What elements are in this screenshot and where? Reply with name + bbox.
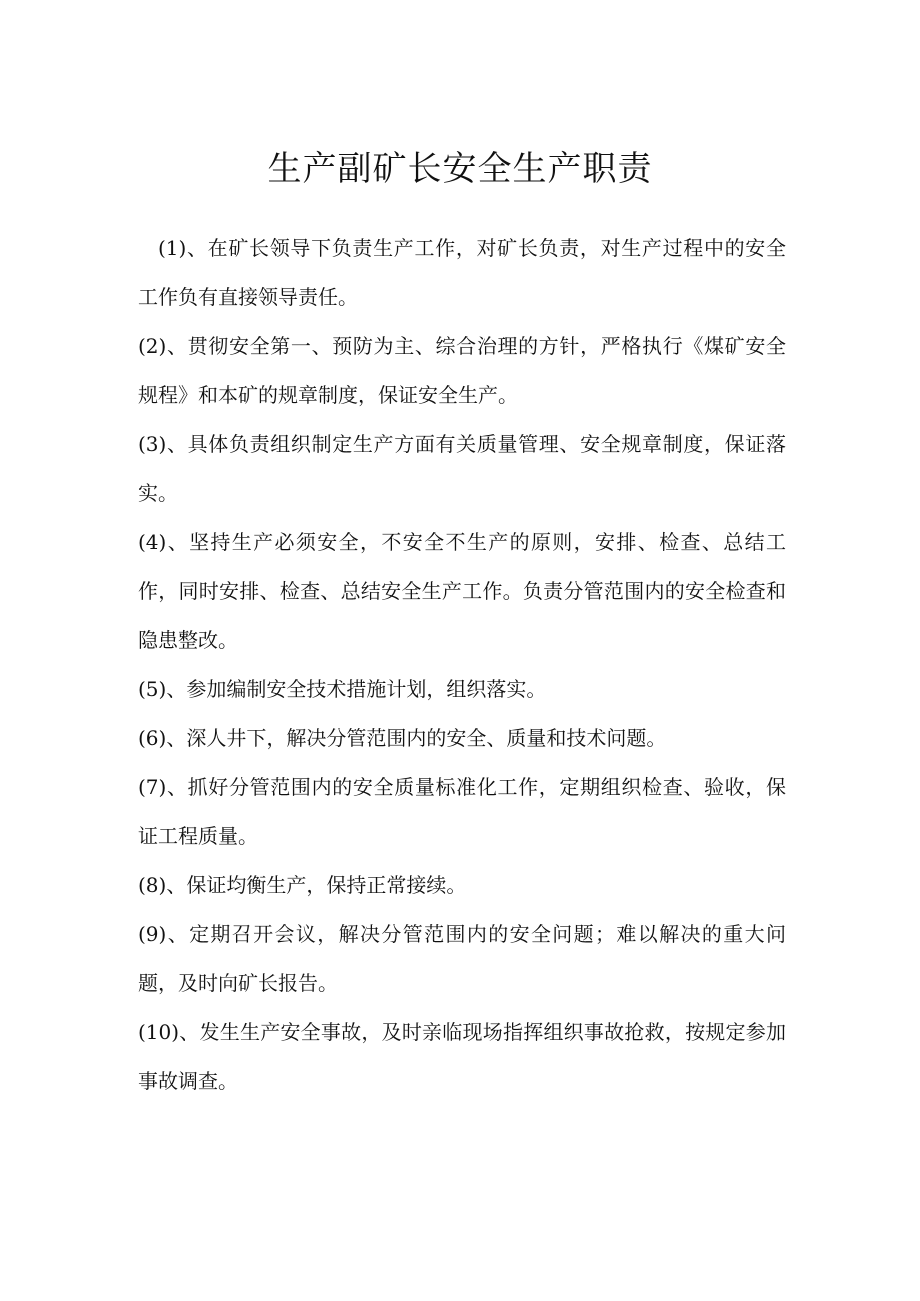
paragraph-5: (5)、参加编制安全技术措施计划，组织落实。 [138, 677, 547, 701]
paragraph-4: (4)、坚持生产必须安全，不安全不生产的原则，安排、检查、总结工作，同时安排、检查、总结安全生产工作。负责分管范围内的安全检查和隐患整改。 [138, 530, 786, 652]
paragraph-7: (7)、抓好分管范围内的安全质量标准化工作，定期组织检查、验收，保证工程质量。 [138, 775, 786, 848]
paragraph-10: (10)、发生生产安全事故，及时亲临现场指挥组织事故抢救，按规定参加事故调查。 [138, 1020, 786, 1093]
paragraph-9: (9)、定期召开会议，解决分管范围内的安全问题；难以解决的重大问题，及时向矿长报告。 [138, 922, 786, 995]
document-title: 生产副矿长安全生产职责 [267, 149, 653, 189]
paragraph-6: (6)、深人井下，解决分管范围内的安全、质量和技术问题。 [138, 726, 667, 750]
document-body [138, 224, 786, 1106]
paragraph-3: (3)、具体负责组织制定生产方面有关质量管理、安全规章制度，保证落实。 [138, 432, 786, 505]
paragraph-2: (2)、贯彻安全第一、预防为主、综合治理的方针，严格执行《煤矿安全规程》和本矿的规章制度，保证安全生产。 [138, 334, 786, 407]
paragraph-8: (8)、保证均衡生产，保持正常接续。 [138, 873, 467, 897]
paragraph-1: (1)、在矿长领导下负责生产工作，对矿长负责，对生产过程中的安全工作负有直接领导责任。 [138, 236, 786, 309]
